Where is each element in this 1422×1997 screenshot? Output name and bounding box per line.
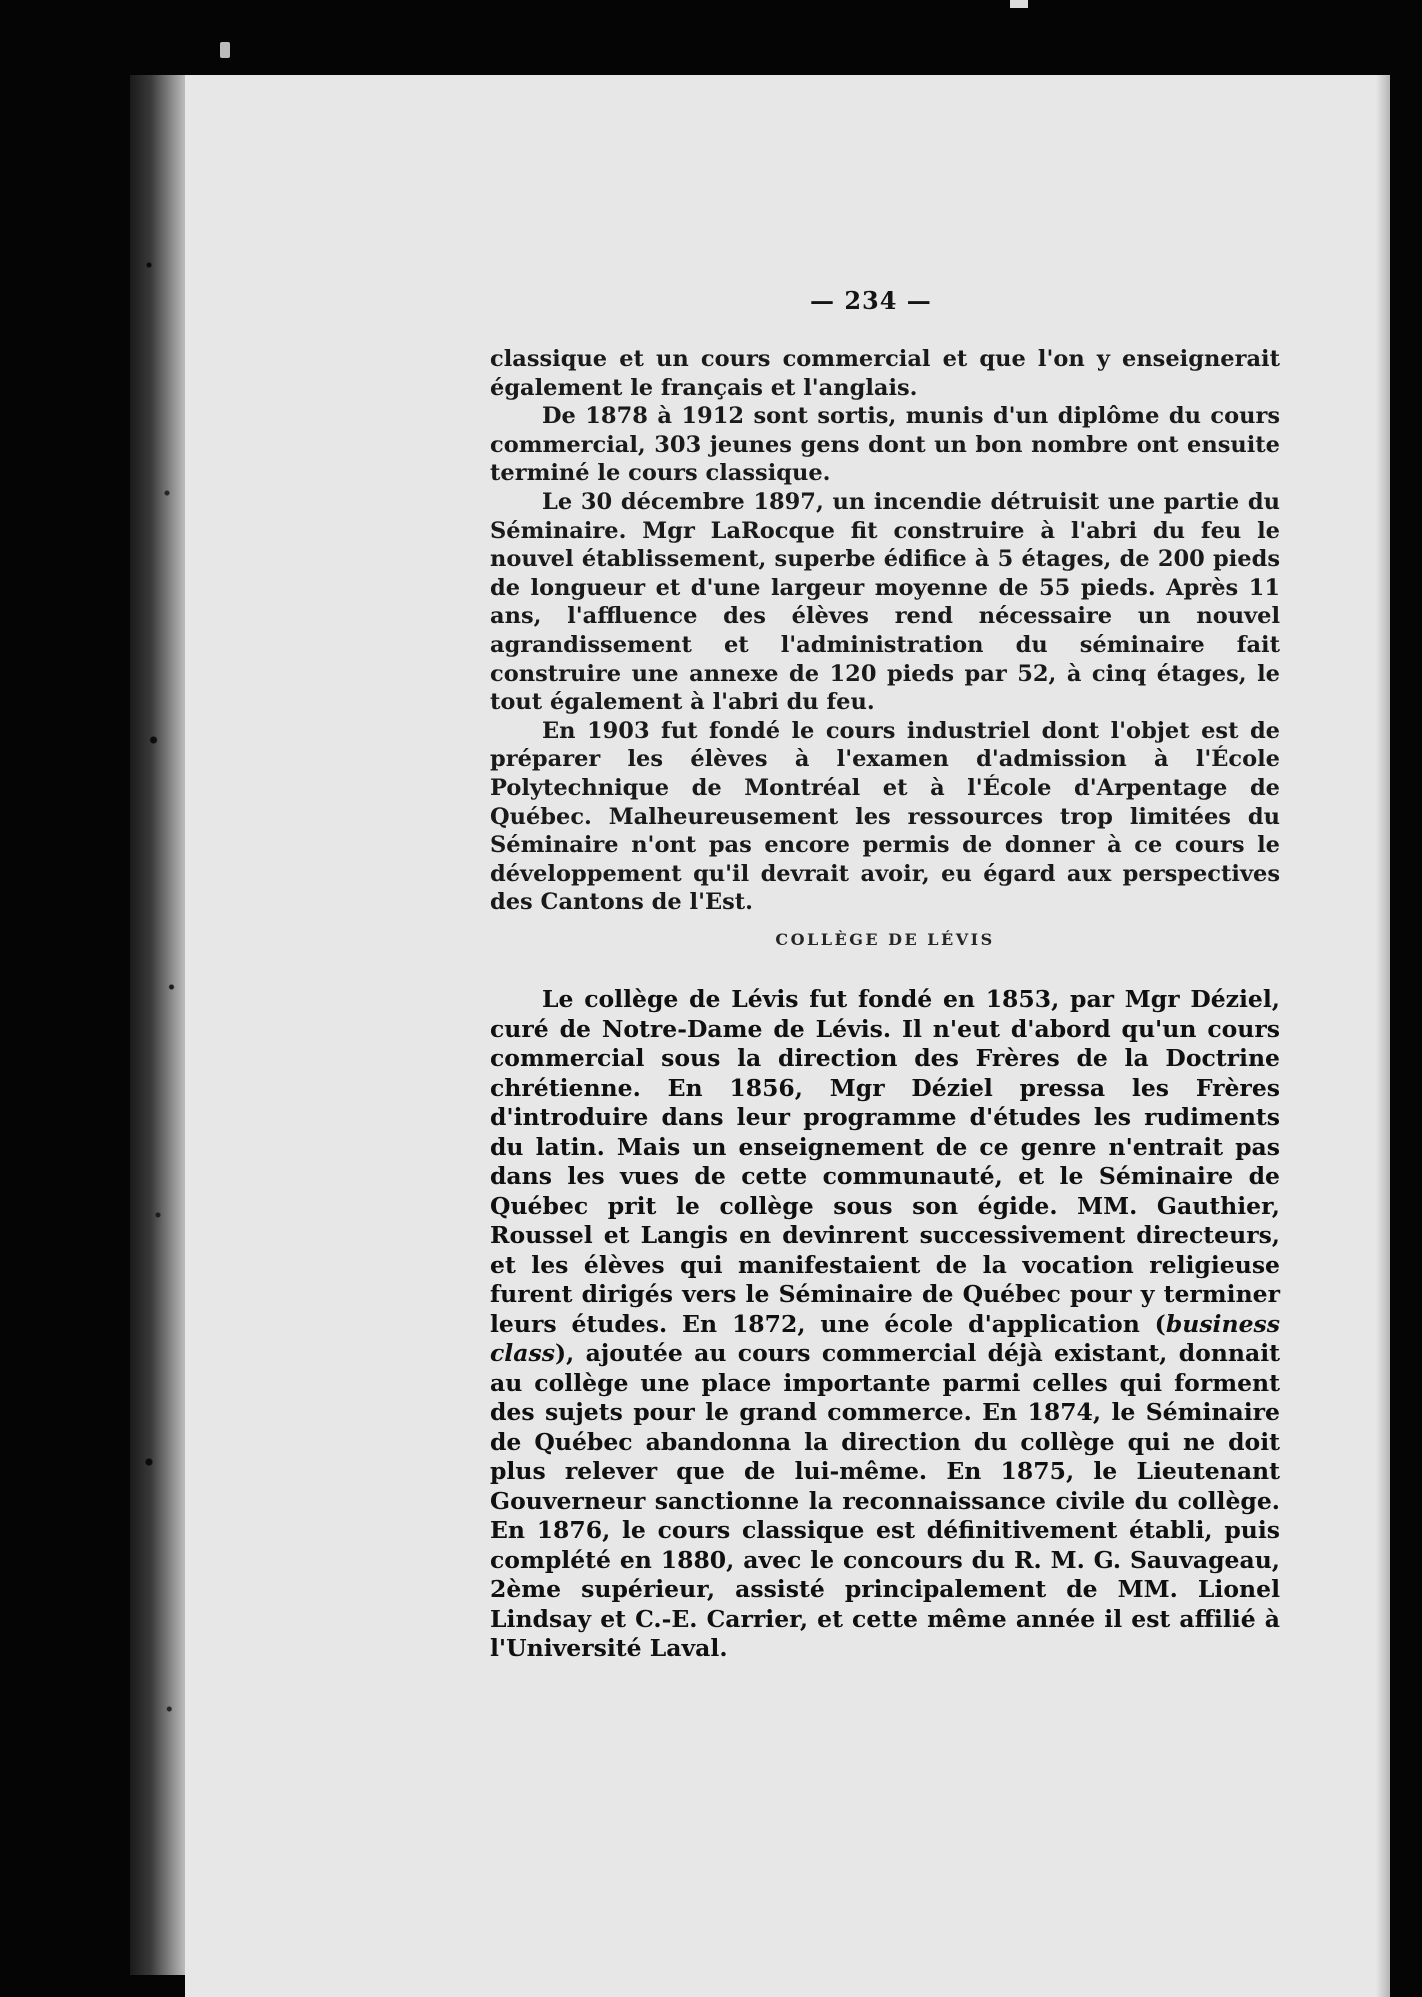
body-text bbox=[490, 345, 1280, 917]
paragraph: classique et un cours commercial et que l'on y enseignerait également le français et l'anglais. bbox=[490, 346, 1280, 401]
section-text-part2: ), ajoutée au cours commercial déjà existant, donnait au collège une place importante parmi celles qui forment des sujets pour le grand commerce. En 1874, le Séminaire de Québec abandonna la direction du collège qui ne doit plus relever que de lui-même. En 1875, le Lieutenant Gouverneur sanctionne la reconnaissance civile du collège. En 1876, le cours classique est définitivement établi, puis complété en 1880, avec le concours du R. M. G. Sauvageau, 2ème supérieur, assisté principalement de MM. Lionel Lindsay et C.-E. Carrier, et cette même année il est affilié à l'Université Laval. bbox=[490, 1339, 1280, 1662]
section-text-part1: Le collège de Lévis fut fondé en 1853, par Mgr Déziel, curé de Notre-Dame de Lévis. Il n'eut d'abord qu'un cours commercial sous la direction des Frères de la Doctrine chrétienne. En 1856, Mgr Déziel pressa les Frères d'introduire dans leur programme d'études les rudiments du latin. Mais un enseignement de ce genre n'entrait pas dans les vues de cette communauté, et le Séminaire de Québec prit le collège sous son égide. MM. Gauthier, Roussel et Langis en devinrent successivement directeurs, et les élèves qui manifestaient de la vocation religieuse furent dirigés vers le Séminaire de Québec pour y terminer leurs études. En 1872, une école d'application ( bbox=[490, 985, 1280, 1338]
paragraph: Le 30 décembre 1897, un incendie détruisit une partie du Séminaire. Mgr LaRocque fit construire à l'abri du feu le nouvel établissement, superbe édifice à 5 étages, de 200 pieds de longueur et d'une largeur moyenne de 55 pieds. Après 11 ans, l'affluence des élèves rend nécessaire un nouvel agrandissement et l'administration du séminaire fait construire une annexe de 120 pieds par 52, à cinq étages, le tout également à l'abri du feu. bbox=[490, 488, 1280, 716]
page-number: — 234 — bbox=[810, 286, 932, 315]
section-paragraph bbox=[490, 985, 1280, 1664]
paragraph: De 1878 à 1912 sont sortis, munis d'un diplôme du cours commercial, 303 jeunes gens dont un bon nombre ont ensuite terminé le cours classique. bbox=[490, 403, 1280, 487]
scan-mark bbox=[1010, 0, 1028, 8]
scan-mark bbox=[220, 42, 230, 58]
section-text-italic: business class bbox=[490, 1309, 1280, 1367]
page-edge bbox=[1376, 75, 1390, 1997]
binding-specks bbox=[140, 75, 185, 1975]
section-heading: COLLÈGE DE LÉVIS bbox=[775, 930, 995, 949]
paragraph: En 1903 fut fondé le cours industriel dont l'objet est de préparer les élèves à l'examen d'admission à l'École Polytechnique de Montréal et à l'École d'Arpentage de Québec. Malheureusement les ressources trop limitées du Séminaire n'ont pas encore permis de donner à ce cours le développement qu'il devrait avoir, eu égard aux perspectives des Cantons de l'Est. bbox=[490, 717, 1280, 916]
